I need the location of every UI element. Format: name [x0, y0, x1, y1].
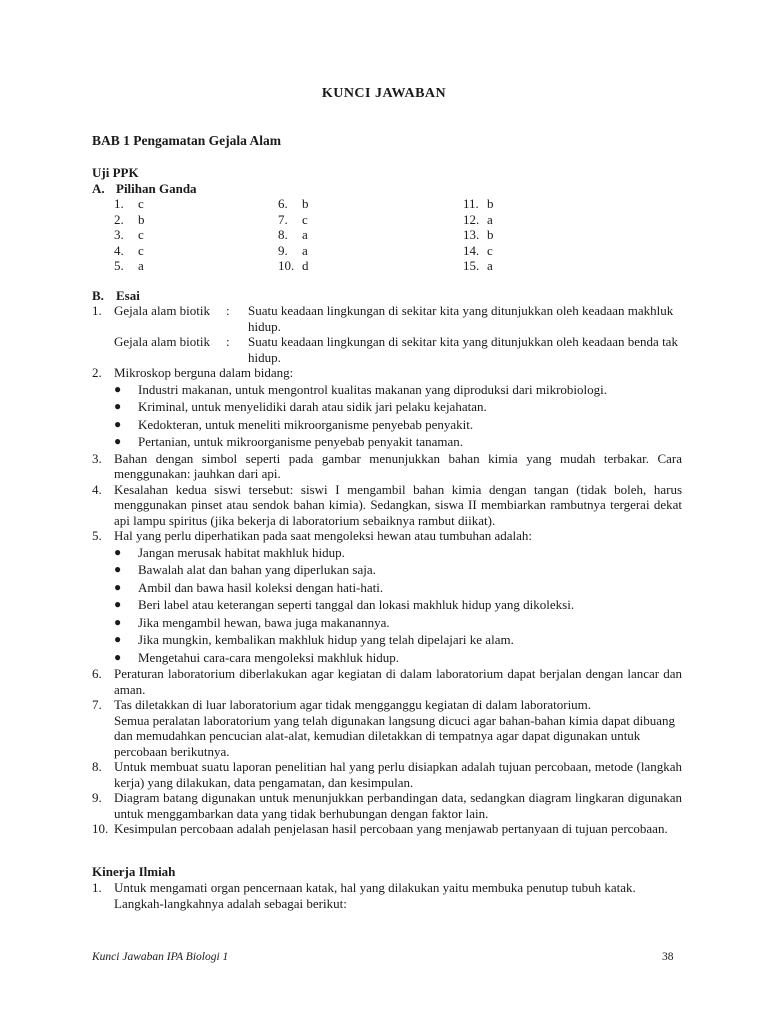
mc-answer: 15. a — [463, 258, 493, 273]
list-item: ● Bawalah alat dan bahan yang diperlukan saja. — [114, 562, 376, 577]
mc-column-2 — [278, 196, 309, 274]
list-item: ● Mengetahui cara-cara mengoleksi makhluk hidup. — [114, 649, 399, 665]
list-item: ● Ambil dan bawa hasil koleksi dengan hati-hati. — [114, 579, 384, 595]
kinerja-heading: Kinerja Ilmiah — [92, 864, 176, 879]
list-item: ● Industri makanan, untuk mengontrol kualitas makanan yang diproduksi dari mikrobiologi. — [114, 381, 607, 397]
mc-answer: 9. a — [278, 242, 308, 258]
section-a-letter: A. — [92, 181, 105, 196]
uji-ppk-heading: Uji PPK — [92, 165, 139, 180]
mc-answer: 7. c — [278, 211, 308, 227]
bullet-icon: ● — [114, 649, 122, 664]
section-b-heading — [92, 288, 140, 304]
mc-answer: 1. c — [114, 196, 144, 211]
bullet-icon: ● — [114, 562, 122, 576]
section-b-label: Esai — [116, 288, 140, 303]
bullet-icon: ● — [114, 544, 122, 559]
mc-answer: 2. b — [114, 211, 145, 227]
definition-row: Gejala alam biotik : Suatu keadaan lingkungan di sekitar kita yang ditunjukkan oleh keadaan benda tak hidup. — [114, 334, 678, 365]
esai-item-4: 4. Kesalahan kedua siswi tersebut: siswi I mengambil bahan kimia dengan tangan (tidak boleh, harus menggunakan pinset atau sendok bahan kimia). Sedangkan, siswa II membiarkan rambutnya tergerai dekat api lampu spiritus (jika bekerja di laboratorium sebaiknya rambut diikat). — [92, 481, 682, 528]
chapter-heading: BAB 1 Pengamatan Gejala Alam — [92, 133, 281, 148]
esai-item-6: 6. Peraturan laboratorium diberlakukan agar kegiatan di dalam laboratorium dapat berjalan dengan lancar dan aman. — [92, 666, 682, 697]
list-item: ● Beri label atau keterangan seperti tanggal dan lokasi makhluk hidup yang dikoleksi. — [114, 597, 575, 612]
mc-answer: 3. c — [114, 227, 144, 242]
bullet-icon: ● — [114, 434, 122, 448]
footer-book-title: Kunci Jawaban IPA Biologi 1 — [92, 951, 229, 963]
bullet-icon: ● — [114, 632, 122, 646]
esai-item-10: 10. Kesimpulan percobaan adalah penjelasan hasil percobaan yang menjawab pertanyaan di tujuan percobaan. — [92, 821, 668, 836]
bullet-icon: ● — [114, 399, 122, 413]
list-item: ● Pertanian, untuk mikroorganisme penyebab penyakit tanaman. — [114, 434, 464, 449]
section-b-letter: B. — [92, 288, 104, 303]
esai-item-8: 8. Untuk membuat suatu laporan penelitian hal yang perlu disiapkan adalah tujuan percobaan, metode (langkah kerja) yang dilakukan, data pengamatan, dan kesimpulan. — [92, 759, 682, 790]
list-item: ● Kriminal, untuk menyelidiki darah atau sidik jari pelaku kejahatan. — [114, 399, 487, 414]
bullet-list — [114, 544, 682, 667]
section-a-heading — [92, 181, 197, 197]
bullet-list — [114, 381, 682, 451]
esai-item-2: 2. Mikroskop berguna dalam bidang: ● Industri makanan, untuk mengontrol kualitas makanan yang diproduksi dari mikrobiologi. ● Kriminal, untuk menyelidiki darah atau sidik jari pelaku kejahatan. ● Kedokteran, untuk meneliti mikroorganisme penyebab penyakit. ● Pertanian, untuk mikroorganisme penyebab penyakit tanaman. — [92, 365, 682, 451]
bullet-icon: ● — [114, 597, 122, 611]
bullet-icon: ● — [114, 416, 122, 431]
list-item: ● Jika mengambil hewan, bawa juga makanannya. — [114, 614, 390, 630]
list-item: ● Jangan merusak habitat makhluk hidup. — [114, 544, 345, 560]
esai-item-3: 3. Bahan dengan simbol seperti pada gambar menunjukkan bahan kimia yang mudah terbakar. Cara menggunakan: jauhkan dari api. — [92, 450, 682, 481]
bullet-icon: ● — [114, 579, 122, 594]
esai-item-1: 1. Gejala alam biotik : Suatu keadaan lingkungan di sekitar kita yang ditunjukkan oleh keadaan makhluk hidup. Gejala alam biotik : Suatu keadaan lingkungan di sekitar kita yang ditunjukkan oleh keadaan benda tak hidup. — [92, 303, 682, 365]
page-title: KUNCI JAWABAN — [321, 86, 447, 101]
kinerja-item-1: 1. Untuk mengamati organ pencernaan katak, hal yang dilakukan yaitu membuka penutup tubuh katak. Langkah-langkahnya adalah sebagai berikut: — [92, 880, 636, 911]
bullet-icon: ● — [114, 614, 122, 629]
mc-answer: 12. a — [463, 211, 493, 227]
mc-answer: 14. c — [463, 242, 493, 258]
esai-item-5: 5. Hal yang perlu diperhatikan pada saat mengoleksi hewan atau tumbuhan adalah: ● Jangan merusak habitat makhluk hidup. ● Bawalah alat dan bahan yang diperlukan saja. ● Ambil dan bawa hasil koleksi dengan hati-hati. ● Beri label atau keterangan seperti tanggal dan lokasi makhluk hidup yang dikoleksi. ● Jika mengambil hewan, bawa juga makanannya. ● Jika mungkin, kembalikan makhluk hidup yang telah dipelajari ke alam. ● Mengetahui cara-cara mengoleksi makhluk hidup. — [92, 528, 682, 666]
mc-column-1 — [114, 196, 145, 274]
list-item: ● Kedokteran, untuk meneliti mikroorganisme penyebab penyakit. — [114, 416, 474, 432]
mc-answer: 8. a — [278, 227, 308, 242]
mc-answer: 10. d — [278, 258, 309, 273]
esai-item-9: 9. Diagram batang digunakan untuk menunjukkan perbandingan data, sedangkan diagram lingkaran digunakan untuk menggambarkan data yang tidak berhubungan dengan faktor lain. — [92, 790, 682, 821]
mc-answer: 4. c — [114, 242, 144, 258]
mc-answer: 11. b — [463, 196, 494, 211]
definition-row: Gejala alam biotik : Suatu keadaan lingkungan di sekitar kita yang ditunjukkan oleh keadaan makhluk hidup. — [114, 303, 674, 334]
section-a-label: Pilihan Ganda — [116, 181, 197, 196]
esai-item-7: 7. Tas diletakkan di luar laboratorium agar tidak mengganggu kegiatan di dalam laboratorium. Semua peralatan laboratorium yang telah digunakan langsung dicuci agar bahan-bahan kimia dapat dibuang dan memudahkan pencucian alat-alat, kemudian diletakkan di tempatnya agar dapat digunakan untuk percobaan berikutnya. — [92, 697, 675, 759]
multiple-choice-answers — [114, 196, 674, 276]
mc-column-3 — [463, 196, 494, 274]
mc-answer: 5. a — [114, 258, 144, 273]
kinerja-answers — [92, 880, 682, 911]
mc-answer: 6. b — [278, 196, 309, 211]
mc-answer: 13. b — [463, 227, 494, 242]
esai-answers — [92, 303, 682, 837]
bullet-icon: ● — [114, 381, 122, 396]
page-number: 38 — [662, 951, 674, 963]
list-item: ● Jika mungkin, kembalikan makhluk hidup yang telah dipelajari ke alam. — [114, 632, 514, 647]
